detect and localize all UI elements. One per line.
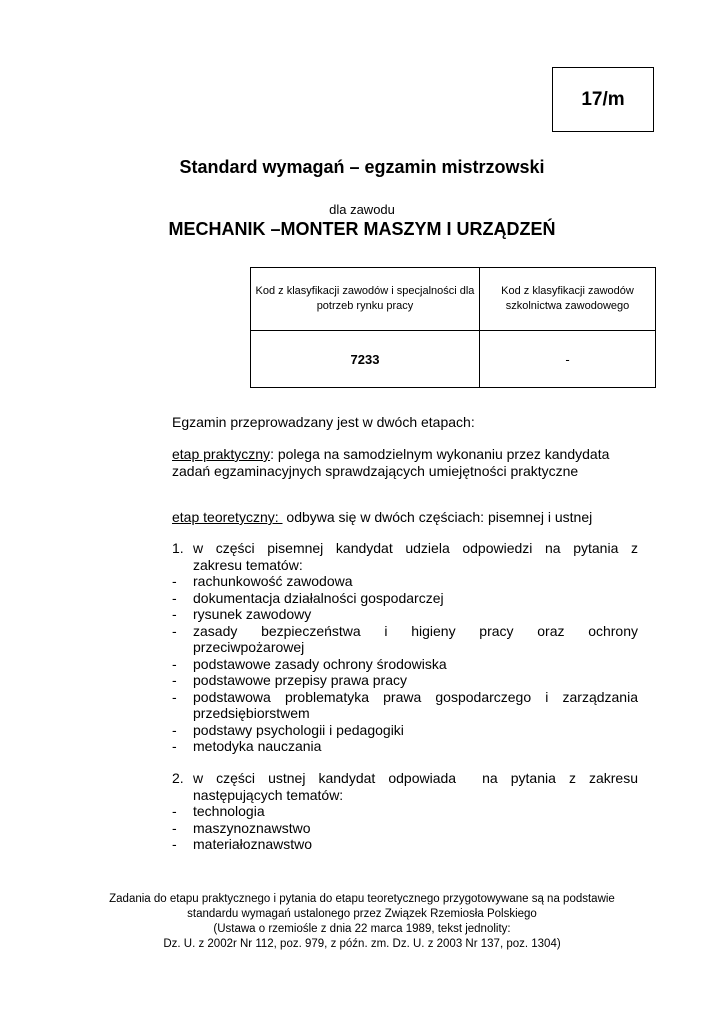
footer-line: standardu wymagań ustalonego przez Związek Rzemiosła Polskiego [187,908,537,920]
practical-stage-text: : polega na samodzielnym wykonaniu przez kandydata [270,446,610,462]
list-item: - metodyka nauczania [172,738,322,754]
table-cell: - [480,331,656,388]
written-part-section [172,540,638,755]
written-part-intro: zakresu tematów: [193,556,303,573]
footer-line: Zadania do etapu praktycznego i pytania do etapu teoretycznego przygotowywane są na podstawie [109,893,615,905]
list-item: - technologia [172,803,265,819]
written-topics-list [172,573,638,755]
footer-line: Dz. U. z 2002r Nr 112, poz. 979, z późn. zm. Dz. U. z 2003 Nr 137, poz. 1304) [163,938,561,950]
theoretical-stage [172,509,638,526]
list-item: - zasady bezpieczeństwa i higieny pracy oraz ochrony przeciwpożarowej [172,622,638,655]
footer-line: (Ustawa o rzemiośle z dnia 22 marca 1989, tekst jednolity: [213,923,511,935]
exam-intro: Egzamin przeprowadzany jest w dwóch etapach: [172,414,475,430]
list-item: - rachunkowość zawodowa [172,573,353,589]
table-header-cell: Kod z klasyfikacji zawodów i specjalności dla potrzeb rynku pracy [251,268,480,331]
table-cell: 7233 [251,331,480,388]
list-item: - podstawowe przepisy prawa pracy [172,672,407,688]
written-part-intro: w części pisemnej kandydat udziela odpowiedzi na pytania z [193,540,638,556]
oral-topics-list [172,803,638,853]
document-code: 17/m [581,88,625,110]
list-item: - materiałoznawstwo [172,836,313,852]
practical-stage-label: etap praktyczny [172,446,271,462]
oral-part-number: 2. [172,770,184,786]
list-item: - maszynoznawstwo [172,819,311,836]
list-item: - podstawowe zasady ochrony środowiska [172,655,447,672]
classification-codes-table [250,267,656,388]
list-item: - podstawy psychologii i pedagogiki [172,721,404,738]
table-header-cell: Kod z klasyfikacji zawodów szkolnictwa zawodowego [480,268,656,331]
list-item: - dokumentacja działalności gospodarczej [172,589,444,606]
theoretical-stage-text: odbywa się w dwóch częściach: pisemnej i ustnej [282,509,593,525]
oral-part-intro: w części ustnej kandydat odpowiada na pytania z zakresu [193,770,638,786]
oral-part-section [172,770,638,853]
list-item: - podstawowa problematyka prawa gospodarczego i zarządzania przedsiębiorstwem [172,688,638,721]
profession-name: MECHANIK –MONTER MASZYM I URZĄDZEŃ [168,219,556,239]
theoretical-stage-label: etap teoretyczny: [172,509,283,525]
footer-note [0,892,724,952]
oral-part-intro: następujących tematów: [193,786,344,803]
document-code-box [552,67,654,132]
list-item: - rysunek zawodowy [172,606,312,622]
table-header-row [251,268,656,331]
written-part-number: 1. [172,540,184,556]
practical-stage [172,446,638,479]
document-title: Standard wymagań – egzamin mistrzowski [179,157,545,177]
practical-stage-text: zadań egzaminacyjnych sprawdzających umiejętności praktyczne [172,462,579,479]
table-row [251,331,656,388]
for-profession-label: dla zawodu [329,202,395,217]
